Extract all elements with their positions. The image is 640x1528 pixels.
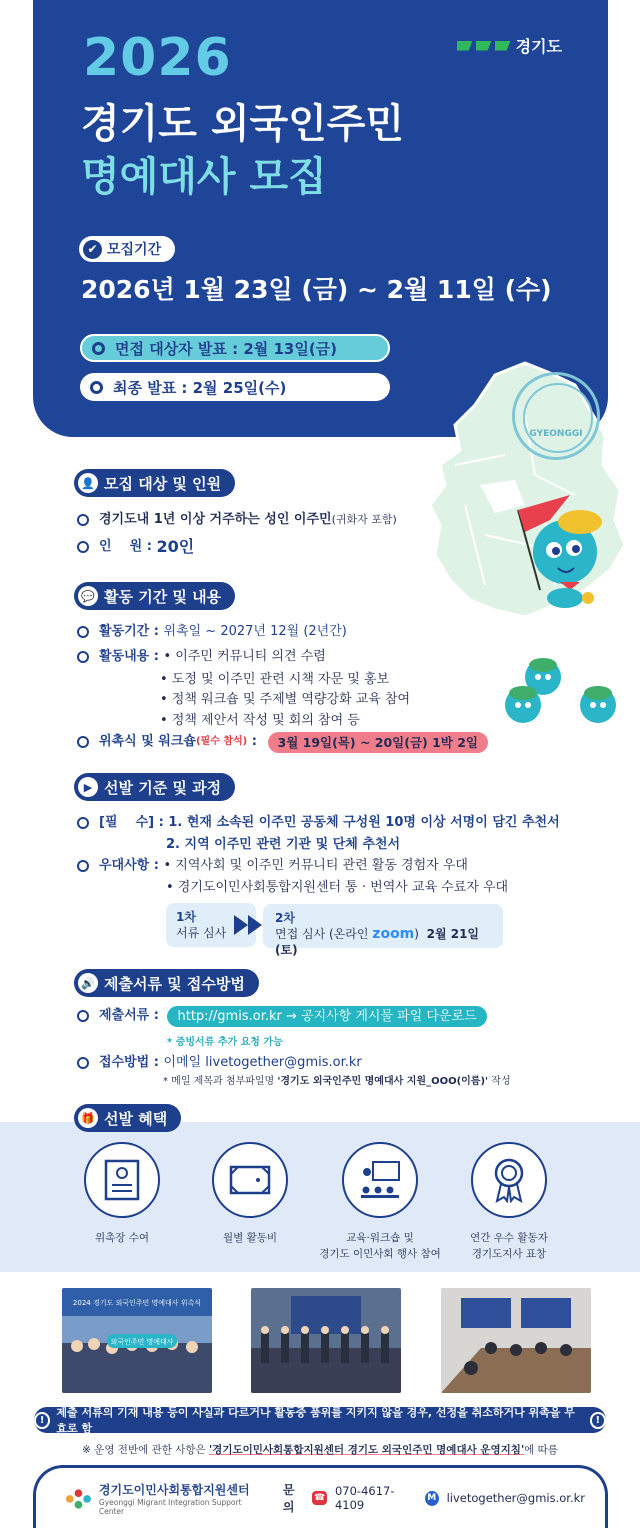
main-title-line2: 명예대사 모집 (81, 154, 327, 200)
benefit-label (52, 1230, 192, 1246)
activity-ceremony (77, 732, 488, 753)
period-label: 모집기간 (107, 242, 162, 258)
year-title: 2026 (83, 28, 232, 88)
activity-period-label: 활동기간 : (99, 624, 164, 639)
org-name: 경기도이민사회통합지원센터 (98, 1482, 250, 1497)
method-label: 접수방법 : (99, 1055, 164, 1070)
headcount-value: 20인 (156, 537, 195, 556)
section-selection-title: 선발 기준 및 과정 (104, 778, 222, 797)
contact-info (283, 1481, 585, 1515)
circle-bullet-icon (77, 541, 89, 553)
eligibility-text: 경기도내 1년 이상 거주하는 성인 이주민 (99, 512, 332, 527)
preference-label: 우대사항 : (99, 858, 164, 873)
circle-bullet-icon (77, 1057, 89, 1069)
circle-bullet-icon (77, 651, 89, 663)
photo1-sign-text: 외국인주민 명예대사 (110, 1338, 174, 1346)
contact-label: 문의 (282, 1483, 295, 1514)
circle-bullet-icon (77, 860, 89, 872)
photo-event-stage (251, 1288, 401, 1393)
step2-number: 2차 (275, 911, 295, 925)
method-email[interactable]: 이메일 livetogether@gmis.or.kr (163, 1055, 362, 1070)
certificate-icon (84, 1142, 160, 1218)
step-interview (263, 904, 503, 957)
exclamation-icon: ! (590, 1412, 606, 1429)
benefit-label (439, 1230, 579, 1262)
photo-ceremony (62, 1288, 212, 1393)
interview-announcement (80, 334, 390, 362)
warning-text: 제출 서류의 기재 내용 등이 사실과 다르거나 활동중 품위를 지키지 않을 경우, 선정을 취소하거나 위촉을 무효로 함 (56, 1406, 575, 1435)
method-note-post: 작성 (488, 1076, 511, 1087)
section-submission-title: 제출서류 및 접수방법 (104, 974, 245, 993)
phone-icon: ☎ (313, 1493, 326, 1503)
benefit-label (310, 1230, 450, 1262)
section-benefits-title: 선발 혜택 (104, 1109, 168, 1128)
stamp-text: GYEONGGI (529, 429, 583, 439)
required-label: [필 수] : (99, 815, 169, 830)
gyeonggi-logo (457, 34, 562, 57)
benefit-education (310, 1142, 450, 1262)
activity-item: • 이주민 커뮤니티 의견 수렴 (163, 649, 326, 664)
rule-note-bold: '경기도이민사회통합지원센터 경기도 외국인주민 명예대사 운영지침' (208, 1444, 525, 1456)
activity-item: • 도정 및 이주민 관련 시책 자문 및 홍보 (160, 672, 390, 687)
required-item-1: 1. 현재 소속된 이주민 공동체 구성원 10명 이상 서명이 담긴 추천서 (168, 815, 560, 830)
benefit-label-line1: 교육·워크숍 및 (346, 1232, 414, 1244)
section-activity-header (74, 582, 235, 610)
activity-content (77, 647, 326, 667)
rule-note-post: 에 따름 (524, 1444, 558, 1456)
selection-required (77, 813, 560, 833)
exclamation-icon: ! (34, 1412, 50, 1429)
postmark-stamp (512, 372, 600, 460)
benefit-label-line1: 위촉장 수여 (94, 1232, 150, 1244)
award-badge-icon (471, 1142, 547, 1218)
ceremony-date-badge: 3월 19일(목) ~ 20일(금) 1박 2일 (268, 732, 489, 753)
activity-item: • 정책 워크숍 및 주제별 역량강화 교육 참여 (160, 692, 411, 707)
section-selection-header (74, 773, 235, 801)
warning-bar (34, 1407, 606, 1433)
preference-item-2: • 경기도이민사회통합지원센터 통 · 번역사 교육 수료자 우대 (166, 880, 509, 895)
selection-preference (77, 856, 468, 876)
docs-label: 제출서류 : (99, 1008, 164, 1023)
circle-bullet-icon (77, 1010, 89, 1022)
period-badge (79, 236, 175, 262)
step1-number: 1차 (176, 910, 196, 924)
speaker-icon: 🔊 (78, 973, 98, 993)
circle-bullet-icon (77, 626, 89, 638)
zoom-logo-text: zoom (372, 926, 415, 942)
check-icon: ✔ (83, 240, 102, 259)
logo-text: 경기도 (515, 37, 562, 56)
footer-contact-bar (33, 1465, 608, 1528)
photo-meeting (441, 1288, 591, 1393)
benefit-label-line1: 월별 활동비 (222, 1232, 278, 1244)
section-target-header (74, 469, 235, 497)
operation-rule-note (0, 1442, 640, 1457)
benefit-label-line2: 경기도 이민사회 행사 참여 (319, 1248, 441, 1260)
section-activity-title: 활동 기간 및 내용 (104, 587, 222, 606)
contact-email[interactable]: livetogether@gmis.or.kr (446, 1491, 585, 1505)
play-icon: ▶ (78, 777, 98, 797)
presentation-icon (342, 1142, 418, 1218)
gyeonggi-logo-icon (457, 41, 511, 51)
step2-text: 면접 심사 (온라인 (275, 927, 369, 941)
activity-period-value: 위촉일 ~ 2027년 12월 (2년간) (163, 624, 347, 639)
circle-bullet-icon (77, 817, 89, 829)
docs-note: * 증빙서류 추가 요청 가능 (167, 1037, 283, 1048)
method-note-pre: * 메일 제목과 첨부파일명 (163, 1076, 278, 1087)
section-submission-header (74, 969, 259, 997)
docs-download-link[interactable]: http://gmis.or.kr → 공지사항 게시물 파일 다운로드 (167, 1006, 486, 1027)
final-announcement-text: 최종 발표 : 2월 25일(수) (113, 378, 287, 397)
benefit-certificate (52, 1142, 192, 1246)
submission-method (77, 1053, 362, 1073)
org-name-en: Gyeonggi Migrant Integration Support Center (98, 1497, 242, 1516)
submission-docs (77, 1006, 487, 1027)
period-date: 2026년 1월 23일 (금) ~ 2월 11일 (수) (81, 275, 552, 304)
method-note (163, 1072, 511, 1087)
benefit-award (439, 1142, 579, 1262)
section-benefits-header (74, 1104, 181, 1132)
final-announcement (80, 373, 390, 401)
gift-icon: 🎁 (78, 1108, 98, 1128)
circle-bullet-icon (90, 381, 103, 394)
mascot-character-icon (510, 480, 615, 615)
required-item-2: 2. 지역 이주민 관련 기관 및 단체 추천서 (166, 837, 401, 852)
activity-item: • 정책 제안서 작성 및 회의 참여 등 (160, 713, 360, 728)
mail-icon: M (425, 1491, 439, 1506)
org-logo (64, 1481, 263, 1516)
circle-bullet-icon (92, 342, 105, 355)
step1-text: 서류 심사 (176, 926, 227, 940)
target-headcount (77, 537, 194, 557)
preference-item-1: • 지역사회 및 이주민 커뮤니티 관련 활동 경험자 우대 (163, 858, 468, 873)
step2-close: ) (414, 927, 419, 941)
interview-announcement-text: 면접 대상자 발표 : 2월 13일(금) (115, 339, 338, 358)
rule-note-pre: ※ 운영 전반에 관한 사항은 (82, 1444, 209, 1456)
org-logo-icon (64, 1485, 93, 1511)
ceremony-colon: : (247, 734, 262, 749)
activity-period (77, 622, 347, 642)
target-eligibility (77, 510, 397, 530)
eligibility-note: (귀화자 포함) (331, 513, 397, 526)
section-target-title: 모집 대상 및 인원 (104, 474, 222, 493)
headcount-label: 인 원 : (99, 539, 157, 554)
person-icon: 👤 (78, 473, 98, 493)
ceremony-label: 위촉식 및 워크숍 (99, 734, 196, 749)
benefit-label-line2: 경기도지사 표창 (471, 1248, 547, 1260)
benefit-label-line1: 연간 우수 활동자 (470, 1232, 548, 1244)
main-title-line1: 경기도 외국인주민 (81, 101, 405, 147)
mini-mascots-icon (503, 655, 625, 740)
photo1-banner-text: 2024 경기도 외국인주민 명예대사 위촉식 (72, 1299, 202, 1307)
wallet-icon (212, 1142, 288, 1218)
benefit-monthly-allowance (180, 1142, 320, 1246)
step-arrow-icon (234, 915, 262, 935)
contact-phone[interactable]: 070-4617-4109 (334, 1484, 395, 1512)
circle-bullet-icon (77, 514, 89, 526)
chat-icon: 💬 (78, 586, 98, 606)
benefit-label (180, 1230, 320, 1246)
ceremony-required-note: (필수 참석) (195, 736, 248, 747)
method-note-bold: '경기도 외국인주민 명예대사 지원_OOO(이름)' (277, 1076, 489, 1087)
activity-content-label: 활동내용 : (99, 649, 164, 664)
step2-date: 2월 21일(토) (275, 927, 480, 957)
circle-bullet-icon (77, 736, 89, 748)
